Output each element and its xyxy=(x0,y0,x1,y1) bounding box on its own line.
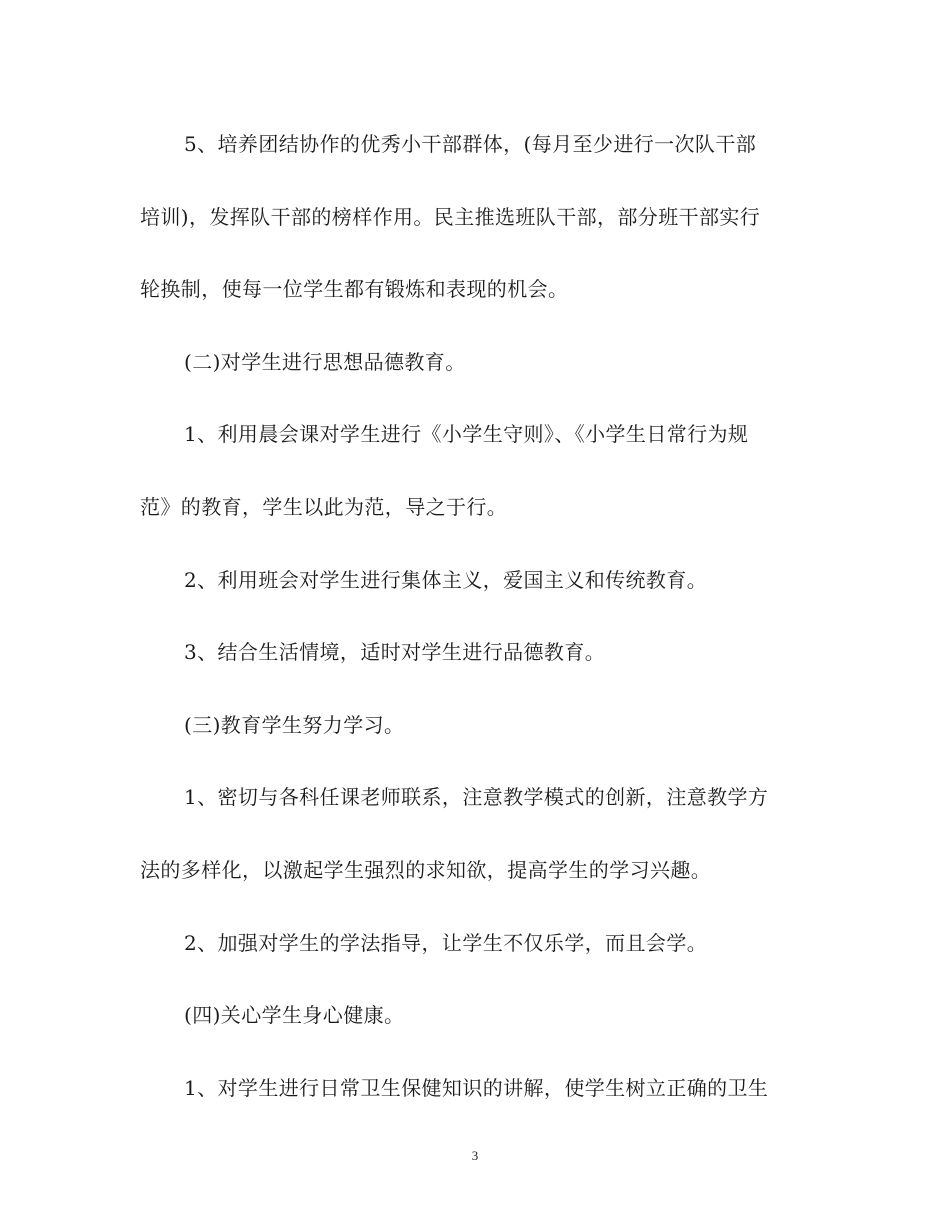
paragraph-line: 法的多样化，以激起学生强烈的求知欲，提高学生的学习兴趣。 xyxy=(140,857,712,882)
page-number: 3 xyxy=(471,1148,479,1163)
paragraph-line: 5、培养团结协作的优秀小干部群体，(每月至少进行一次队干部 xyxy=(184,132,757,156)
paragraph-line: 1、密切与各科任课老师联系，注意教学模式的创新，注意教学方 xyxy=(184,785,769,810)
paragraph-line: 轮换制，使每一位学生都有锻炼和表现的机会。 xyxy=(140,277,569,302)
paragraph-line: 1、对学生进行日常卫生保健知识的讲解，使学生树立正确的卫生 xyxy=(184,1075,769,1100)
paragraph-line: 3、结合生活情境，适时对学生进行品德教育。 xyxy=(184,640,606,665)
paragraph-line: 2、利用班会对学生进行集体主义，爱国主义和传统教育。 xyxy=(184,567,708,592)
section-heading: (三)教育学生努力学习。 xyxy=(184,712,405,737)
paragraph-line: 2、加强对学生的学法指导，让学生不仅乐学，而且会学。 xyxy=(184,930,708,955)
document-body xyxy=(140,118,810,1134)
paragraph-line: 1、利用晨会课对学生进行《小学生守则》、《小学生日常行为规 xyxy=(184,422,749,447)
section-heading: (四)关心学生身心健康。 xyxy=(184,1003,405,1028)
paragraph-line: 范》的教育，学生以此为范，导之于行。 xyxy=(140,494,508,519)
section-heading: (二)对学生进行思想品德教育。 xyxy=(184,349,466,374)
paragraph-line: 培训)，发挥队干部的榜样作用。民主推选班队干部，部分班干部实行 xyxy=(140,204,761,229)
